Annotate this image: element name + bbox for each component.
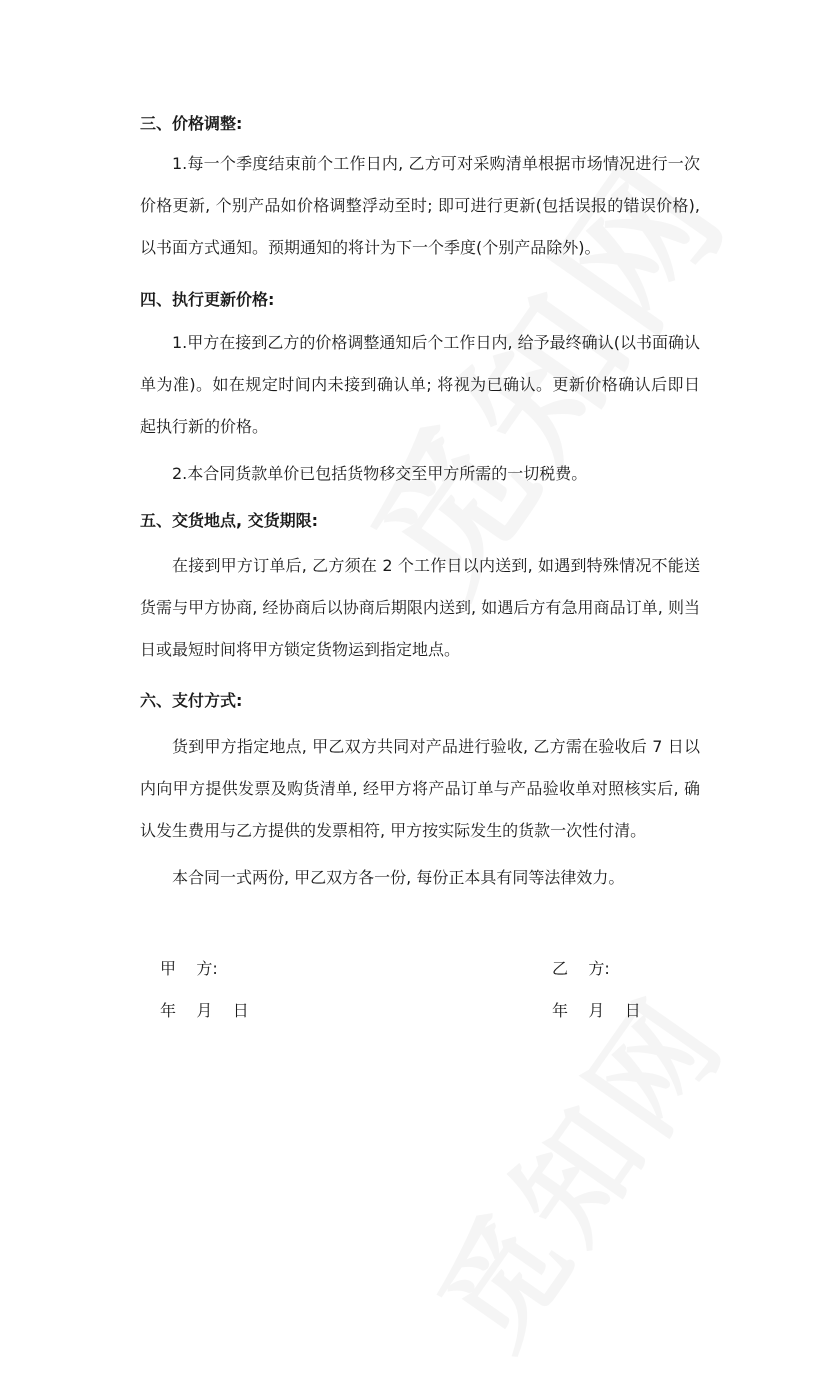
delivery-paragraph: 在接到甲方订单后, 乙方须在 2 个工作日以内送到, 如遇到特殊情况不能送货需与甲方协商, 经协商后以协商后期限内送到, 如遇后方有急用商品订单, 则当日或最短时间将甲方锁定货物运到指定地点。 xyxy=(140,556,700,659)
party-b-label: 乙 方: xyxy=(552,959,610,978)
price-adjustment-paragraph: 1.每一个季度结束前个工作日内, 乙方可对采购清单根据市场情况进行一次价格更新, 个别产品如价格调整浮动至时; 即可进行更新(包括误报的错误价格), 以书面方式通知。预期通知的将计为下一个季度(个别产品除外)。 xyxy=(140,154,700,257)
payment-paragraph-2: 本合同一式两份, 甲乙双方各一份, 每份正本具有同等法律效力。 xyxy=(172,868,625,887)
execute-price-paragraph-1: 1.甲方在接到乙方的价格调整通知后个工作日内, 给予最终确认(以书面确认单为准)。如在规定时间内未接到确认单; 将视为已确认。更新价格确认后即日起执行新的价格。 xyxy=(140,333,700,436)
party-b-date: 年 月 日 xyxy=(552,1001,641,1020)
section-heading-delivery: 五、交货地点, 交货期限: xyxy=(140,511,319,530)
payment-paragraph-1: 货到甲方指定地点, 甲乙双方共同对产品进行验收, 乙方需在验收后 7 日以内向甲方提供发票及购货清单, 经甲方将产品订单与产品验收单对照核实后, 确认发生费用与乙方提供的发票相符, 甲方按实际发生的货款一次性付清。 xyxy=(140,737,700,840)
party-a-label: 甲 方: xyxy=(160,959,218,978)
section-heading-execute-price: 四、执行更新价格: xyxy=(140,290,275,309)
execute-price-paragraph-2: 2.本合同货款单价已包括货物移交至甲方所需的一切税费。 xyxy=(172,464,588,483)
party-a-date: 年 月 日 xyxy=(160,1001,249,1020)
section-heading-payment: 六、支付方式: xyxy=(140,691,243,710)
section-heading-price-adjustment: 三、价格调整: xyxy=(140,114,243,133)
